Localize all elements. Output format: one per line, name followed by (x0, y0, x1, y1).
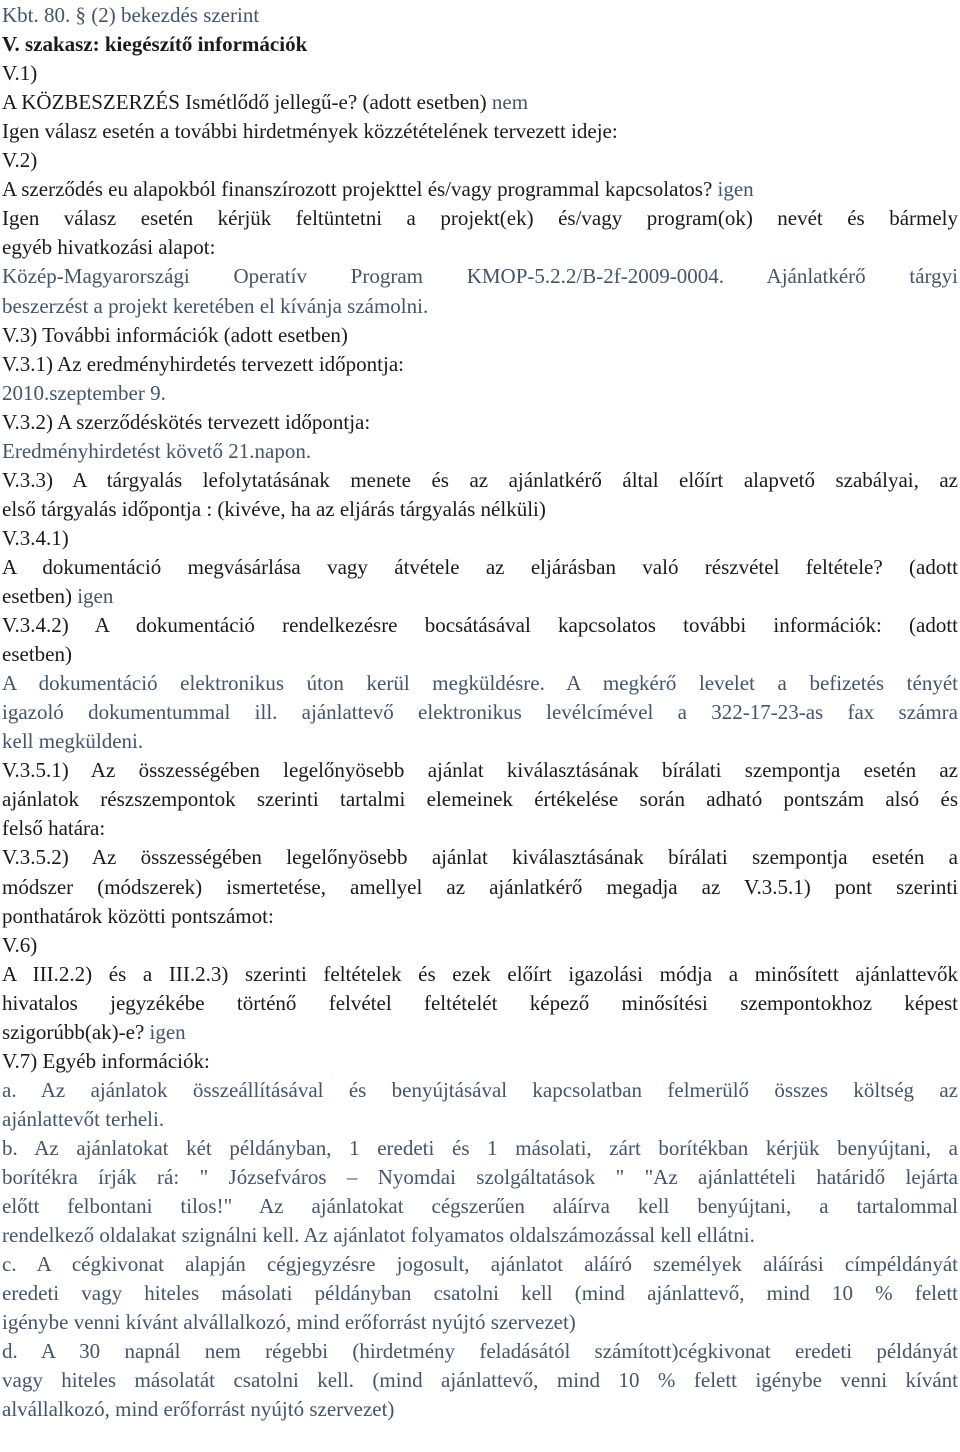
text-segment: 2010.szeptember 9. (2, 380, 166, 405)
text-segment: esetben) (2, 642, 72, 667)
text-line (2, 117, 618, 146)
text-segment: rendelkező oldalakat szignálni kell. Az ajánlatot folyamatos oldalszámozással kell ellátni. (2, 1223, 755, 1248)
text-line (2, 1279, 958, 1308)
text-line (2, 292, 428, 321)
text-line (2, 59, 37, 88)
text-segment: V.2) (2, 148, 38, 173)
text-segment: V.3) További információk (adott esetben) (2, 322, 348, 347)
text-segment: szigorúbb(ak)-e? (2, 1019, 150, 1044)
text-segment: első tárgyalás időpontja : (kivéve, ha az eljárás tárgyalás nélküli) (2, 496, 546, 521)
text-line (2, 553, 958, 582)
text-line (2, 350, 404, 379)
text-line (2, 611, 958, 640)
text-line (2, 1134, 958, 1163)
text-segment: nem (491, 90, 529, 115)
text-segment: felső határa: (2, 816, 106, 841)
text-line (2, 1018, 186, 1047)
text-segment: módszer (módszerek) ismertetése, amellyel az ajánlatkérő megadja az V.3.5.1) pont szerinti (2, 874, 958, 899)
text-line (2, 1192, 958, 1221)
text-segment: c. A cégkivonat alapján cégjegyzésre jogosult, ajánlatot aláíró személyek aláírási címpéldányát (2, 1252, 958, 1277)
text-line (2, 1395, 394, 1424)
text-segment: ajánlatok részszempontok szerinti tartalmi elemeinek értékelése során adható pontszám alsó és (2, 787, 958, 812)
text-segment: alvállalkozó, mind erőforrást nyújtó szervezet) (2, 1397, 395, 1422)
text-segment: V.3.5.2) Az összességében legelőnyösebb ajánlat kiválasztásának bírálati szempontja esetén a (2, 845, 958, 870)
text-segment: igen (149, 1019, 186, 1044)
text-segment: Igen válasz esetén a további hirdetmények közzétételének tervezett ideje: (2, 119, 618, 144)
text-segment: borítékra írják rá: " Józsefváros – Nyomdai szolgáltatások " "Az ajánlattételi határidő lejárta (2, 1165, 958, 1189)
text-segment: V.7) Egyéb információk: (2, 1048, 210, 1073)
text-line (2, 146, 37, 175)
text-segment: V.1) (2, 61, 38, 86)
text-segment: V.3.3) A tárgyalás lefolytatásának menete és az ajánlatkérő által előírt alapvető szabályai, az (2, 467, 958, 492)
text-line (2, 931, 37, 960)
text-line (2, 88, 528, 117)
text-line (2, 1366, 958, 1395)
text-segment: a. Az ajánlatok összeállításával és benyújtásával kapcsolatban felmerülő összes költség az (2, 1077, 958, 1102)
text-line (2, 437, 311, 466)
text-line (2, 989, 958, 1018)
text-segment: V.3.4.2) A dokumentáció rendelkezésre bocsátásával kapcsolatos további információk: (adott (2, 613, 958, 638)
text-line (2, 727, 143, 756)
text-line (2, 814, 105, 843)
text-line (2, 1221, 755, 1250)
text-line (2, 379, 166, 408)
text-line (2, 204, 958, 233)
text-line (2, 582, 113, 611)
text-segment: V. szakasz: kiegészítő információk (2, 32, 308, 57)
text-segment: Eredményhirdetést követő 21.napon. (2, 438, 312, 463)
text-segment: kell megküldeni. (2, 729, 144, 754)
text-line (2, 495, 546, 524)
text-line (2, 1, 259, 30)
text-line (2, 524, 69, 553)
text-line (2, 262, 958, 291)
text-line (2, 1337, 958, 1366)
text-segment: ajánlattevőt terheli. (2, 1106, 165, 1131)
text-segment: egyéb hivatkozási alapot: (2, 235, 216, 260)
text-segment: beszerzést a projekt keretében el kívánja számolni. (2, 293, 429, 318)
text-segment: V.3.2) A szerződéskötés tervezett időpontja: (2, 409, 371, 434)
text-line (2, 30, 307, 59)
text-line (2, 1105, 164, 1134)
text-segment: A III.2.2) és a III.2.3) szerinti feltételek és ezek előírt igazolási módja a minősített ajánlattevők (2, 961, 958, 986)
text-line (2, 960, 958, 989)
text-segment: A KÖZBESZERZÉS Ismétlődő jellegű-e? (adott esetben) (2, 90, 492, 115)
text-segment: V.3.1) Az eredményhirdetés tervezett időpontja: (2, 351, 404, 376)
text-line (2, 785, 958, 814)
text-segment: hivatalos jegyzékébe történő felvétel feltételét képező minősítési szempontokhoz képest (2, 990, 958, 1015)
text-line (2, 1047, 210, 1076)
text-segment: igen (717, 177, 754, 202)
text-line (2, 1308, 576, 1337)
text-segment: A dokumentáció elektronikus úton kerül megküldésre. A megkérő levelet a befizetés tényét (2, 671, 958, 696)
text-segment: A dokumentáció megvásárlása vagy átvétele az eljárásban való részvétel feltétele? (adott (2, 554, 958, 579)
text-line (2, 669, 958, 698)
text-line (2, 233, 215, 262)
text-line (2, 408, 370, 437)
text-line (2, 902, 274, 931)
text-line (2, 756, 958, 785)
text-segment: V.3.4.1) (2, 525, 69, 550)
text-line (2, 698, 958, 727)
text-line (2, 466, 958, 495)
text-segment: esetben) (2, 584, 78, 608)
text-segment: igen (77, 584, 114, 608)
text-segment: vagy hiteles másolatát csatolni kell. (mind ajánlattevő, mind 10 % felett igénybe venni kívánt (2, 1368, 958, 1393)
text-line (2, 175, 754, 204)
text-line (2, 1163, 958, 1192)
text-segment: Közép-Magyarországi Operatív Program KMOP-5.2.2/B-2f-2009-0004. Ajánlatkérő tárgyi (2, 264, 958, 289)
text-segment: A szerződés eu alapokból finanszírozott projekttel és/vagy programmal kapcsolatos? (2, 177, 718, 202)
text-segment: V.6) (2, 932, 38, 957)
text-segment: b. Az ajánlatokat két példányban, 1 eredeti és 1 másolati, zárt borítékban kérjük benyújtani, a (2, 1135, 958, 1160)
text-segment: előtt felbontani tilos!" Az ajánlatokat cégszerűen aláírva kell benyújtani, a tartalommal (2, 1194, 958, 1219)
text-segment: V.3.5.1) Az összességében legelőnyösebb ajánlat kiválasztásának bírálati szempontja esetén az (2, 758, 958, 783)
text-segment: d. A 30 napnál nem régebbi (hirdetmény feladásától számított)cégkivonat eredeti példányát (2, 1339, 958, 1364)
text-line (2, 873, 958, 902)
text-line (2, 843, 958, 872)
text-line (2, 640, 72, 669)
text-segment: igazoló dokumentummal ill. ajánlattevő elektronikus levélcímével a 322-17-23-as fax számra (2, 700, 958, 725)
text-segment: ponthatárok közötti pontszámot: (2, 903, 274, 928)
text-segment: Igen válasz esetén kérjük feltüntetni a projekt(ek) és/vagy program(ok) nevét és bármely (2, 206, 958, 231)
text-segment: eredeti vagy hiteles másolati példányban csatolni kell (mind ajánlattevő, mind 10 % felett (2, 1281, 958, 1306)
text-line (2, 1076, 958, 1105)
text-line (2, 321, 348, 350)
text-segment: Kbt. 80. § (2) bekezdés szerint (2, 3, 260, 27)
text-line (2, 1250, 958, 1279)
text-segment: igénybe venni kívánt alvállalkozó, mind erőforrást nyújtó szervezet) (2, 1310, 576, 1335)
